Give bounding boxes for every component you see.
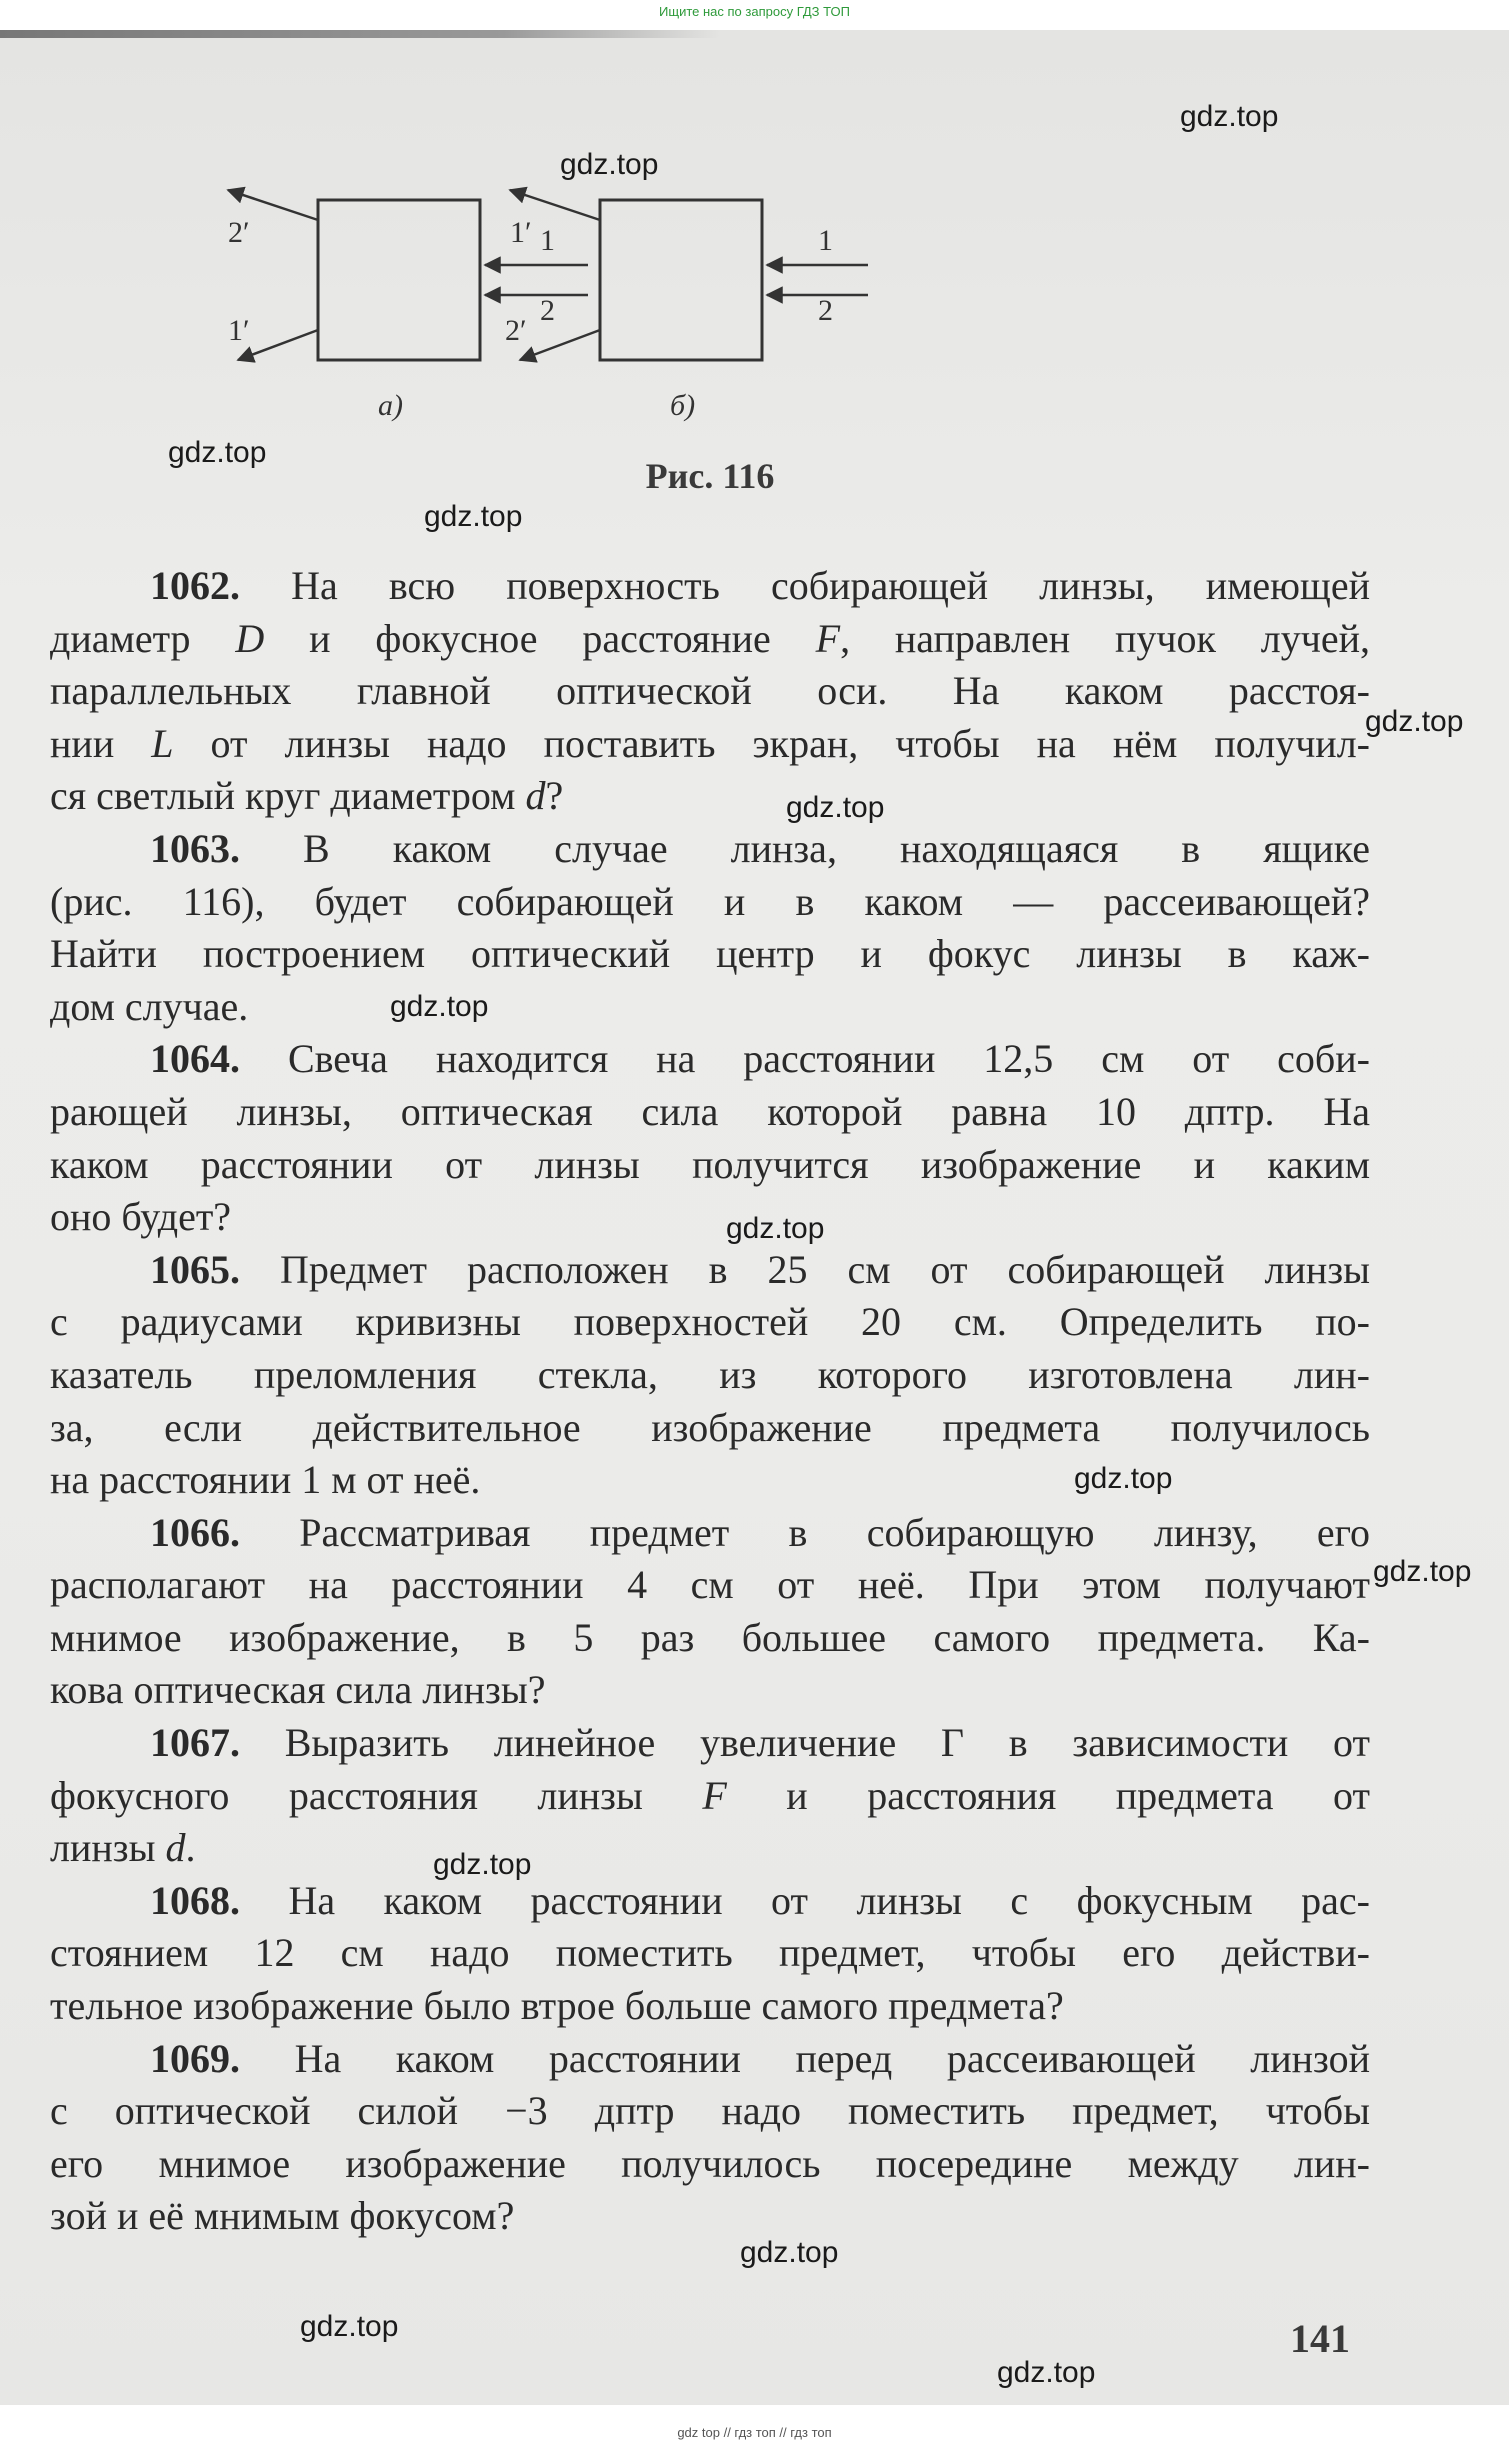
label-b-out-lower: 2′ bbox=[505, 314, 527, 347]
watermark: gdz.top bbox=[1373, 1555, 1472, 1588]
problem-number: 1064. bbox=[150, 1036, 240, 1082]
problem-text: Предмет расположен в 25 см от собирающей линзы bbox=[280, 1246, 1371, 1292]
problem-text: стоянием 12 см надо поместить предмет, чтобы его действи- bbox=[50, 1930, 1370, 1976]
problem-line bbox=[50, 1033, 1370, 1086]
problem-line bbox=[50, 1086, 1370, 1139]
problem-text: , направлен пучок лучей, bbox=[840, 615, 1371, 661]
problem-number: 1068. bbox=[150, 1877, 240, 1923]
watermark: gdz.top bbox=[390, 990, 489, 1023]
problem-number: 1066. bbox=[150, 1509, 240, 1555]
problem-text: располагают на расстоянии 4 см от неё. При этом получают bbox=[50, 1562, 1370, 1608]
problem-text: и фокусное расстояние bbox=[264, 615, 816, 661]
problem-line bbox=[50, 2085, 1370, 2138]
footer-links: gdz top // гдз топ // гдз топ bbox=[677, 2425, 832, 2440]
problem-line bbox=[50, 1296, 1370, 1349]
top-banner: Ищите нас по запросу ГДЗ ТОП bbox=[659, 4, 850, 19]
watermark: gdz.top bbox=[433, 1848, 532, 1881]
watermark: gdz.top bbox=[786, 791, 885, 824]
page-number: 141 bbox=[1290, 2316, 1350, 2361]
problem-text: ся светлый круг диаметром bbox=[50, 773, 526, 819]
problem-line bbox=[50, 1244, 1370, 1297]
problem-text: за, если действительное изображение предмета получилось bbox=[50, 1404, 1370, 1450]
problem-text: зой и её мнимым фокусом? bbox=[50, 2193, 515, 2239]
problem-text: диаметр bbox=[50, 615, 236, 661]
problem-text: оно будет? bbox=[50, 1194, 232, 1240]
problem-text: параллельных главной оптической оси. На каком расстоя- bbox=[50, 668, 1370, 714]
problem-text: . bbox=[185, 1825, 196, 1871]
watermark: gdz.top bbox=[1074, 1462, 1173, 1495]
problem-line bbox=[50, 1191, 1370, 1244]
problem-text: Найти построением оптический центр и фокус линзы в каж- bbox=[50, 931, 1370, 977]
problem-line bbox=[50, 981, 1370, 1034]
problem-number: 1063. bbox=[150, 825, 240, 871]
math-variable: F bbox=[702, 1772, 727, 1818]
problem-line bbox=[50, 1980, 1370, 2033]
problem-text: На каком расстоянии перед рассеивающей линзой bbox=[294, 2035, 1371, 2081]
panel-a bbox=[228, 190, 588, 422]
watermark: gdz.top bbox=[726, 1212, 825, 1245]
problem-text: с оптической силой −3 дптр надо поместить предмет, чтобы bbox=[50, 2088, 1370, 2134]
problem-line bbox=[50, 1402, 1370, 1455]
problem-text: фокусного расстояния линзы bbox=[50, 1772, 703, 1818]
problem-text: Выразить линейное увеличение Г в зависимости от bbox=[284, 1720, 1371, 1766]
figure-caption: Рис. 116 bbox=[645, 456, 775, 496]
label-a-out-lower: 1′ bbox=[228, 314, 250, 347]
problems-text bbox=[50, 560, 1370, 2243]
label-a-out-upper: 2′ bbox=[228, 216, 250, 249]
problem-number: 1067. bbox=[150, 1720, 240, 1766]
problem-text: На каком расстоянии от линзы с фокусным рас- bbox=[288, 1877, 1370, 1923]
problem-text: на расстоянии 1 м от неё. bbox=[50, 1457, 481, 1503]
problem-text: тельное изображение было втрое больше самого предмета? bbox=[50, 1983, 1064, 2029]
ray-a-lower-out bbox=[238, 330, 318, 360]
watermark: gdz.top bbox=[740, 2236, 839, 2269]
problem-text: ? bbox=[545, 773, 564, 819]
problem-text: В каком случае линза, находящаяся в ящике bbox=[303, 825, 1371, 871]
math-variable: d bbox=[165, 1825, 186, 1871]
problem-text: казатель преломления стекла, из которого изготовлена лин- bbox=[50, 1351, 1370, 1397]
label-b-in-upper: 1 bbox=[818, 224, 833, 257]
problem-text: линзы bbox=[50, 1825, 166, 1871]
problem-line bbox=[50, 823, 1370, 876]
problem-text: нии bbox=[50, 720, 152, 766]
problem-number: 1065. bbox=[150, 1246, 240, 1292]
panel-b bbox=[505, 190, 868, 422]
math-variable: d bbox=[525, 773, 546, 819]
problem-text: от линзы надо поставить экран, чтобы на нём получил- bbox=[173, 720, 1370, 766]
problem-text: каком расстоянии от линзы получится изображение и каким bbox=[50, 1141, 1370, 1187]
label-a-in-lower: 2 bbox=[540, 294, 555, 327]
problem-line bbox=[50, 2190, 1370, 2243]
page-top-edge bbox=[0, 30, 720, 38]
problem-text: На всю поверхность собирающей линзы, имеющей bbox=[291, 563, 1371, 608]
problem-line bbox=[50, 928, 1370, 981]
watermark: gdz.top bbox=[168, 436, 267, 469]
problem-number: 1069. bbox=[150, 2035, 240, 2081]
problem-line bbox=[50, 1612, 1370, 1665]
problem-text: рающей линзы, оптическая сила которой равна 10 дптр. На bbox=[50, 1088, 1370, 1134]
problem-line bbox=[50, 1507, 1370, 1560]
problem-text: и расстояния предмета от bbox=[726, 1772, 1370, 1818]
problem-text: мнимое изображение, в 5 раз большее самого предмета. Ка- bbox=[50, 1614, 1370, 1660]
problem-line bbox=[50, 2138, 1370, 2191]
problem-line bbox=[50, 1822, 1370, 1875]
watermark: gdz.top bbox=[1365, 705, 1464, 738]
problem-line bbox=[50, 718, 1370, 771]
watermark: gdz.top bbox=[997, 2356, 1096, 2389]
watermark: gdz.top bbox=[424, 500, 523, 533]
problem-text: с радиусами кривизны поверхностей 20 см. Определить по- bbox=[50, 1299, 1370, 1345]
problem-line bbox=[50, 770, 1370, 823]
problem-number: 1062. bbox=[150, 563, 240, 608]
ray-b-lower-out bbox=[520, 330, 600, 360]
problem-line bbox=[50, 876, 1370, 929]
label-panel-b: б) bbox=[670, 389, 696, 422]
problem-line bbox=[50, 1559, 1370, 1612]
label-panel-a: а) bbox=[378, 389, 403, 422]
problem-text: его мнимое изображение получилось посередине между лин- bbox=[50, 2140, 1370, 2186]
watermark: gdz.top bbox=[1180, 100, 1279, 133]
problem-line bbox=[50, 1875, 1370, 1928]
problem-line bbox=[50, 1717, 1370, 1770]
box-b bbox=[600, 200, 762, 360]
problem-line bbox=[50, 2033, 1370, 2086]
problem-line bbox=[50, 613, 1370, 666]
problem-text: дом случае. bbox=[50, 983, 249, 1029]
label-b-out-upper: 1′ bbox=[510, 216, 532, 249]
problem-text: (рис. 116), будет собирающей и в каком — рассеивающей? bbox=[50, 878, 1370, 924]
problem-text: Рассматривая предмет в собирающую линзу, его bbox=[299, 1509, 1371, 1555]
problem-line bbox=[50, 665, 1370, 718]
problem-text: Свеча находится на расстоянии 12,5 см от соби- bbox=[287, 1036, 1371, 1082]
watermark: gdz.top bbox=[300, 2310, 399, 2343]
problem-line bbox=[50, 1664, 1370, 1717]
box-a bbox=[318, 200, 480, 360]
label-b-in-lower: 2 bbox=[818, 294, 833, 327]
math-variable: D bbox=[235, 615, 265, 661]
problem-line bbox=[50, 1349, 1370, 1402]
math-variable: L bbox=[151, 720, 174, 766]
problem-line bbox=[50, 1927, 1370, 1980]
math-variable: F bbox=[815, 615, 841, 661]
problem-line bbox=[50, 560, 1370, 613]
watermark: gdz.top bbox=[560, 148, 659, 181]
label-a-in-upper: 1 bbox=[540, 224, 555, 257]
problem-text: кова оптическая сила линзы? bbox=[50, 1667, 546, 1713]
problem-line bbox=[50, 1139, 1370, 1192]
problem-line bbox=[50, 1770, 1370, 1823]
